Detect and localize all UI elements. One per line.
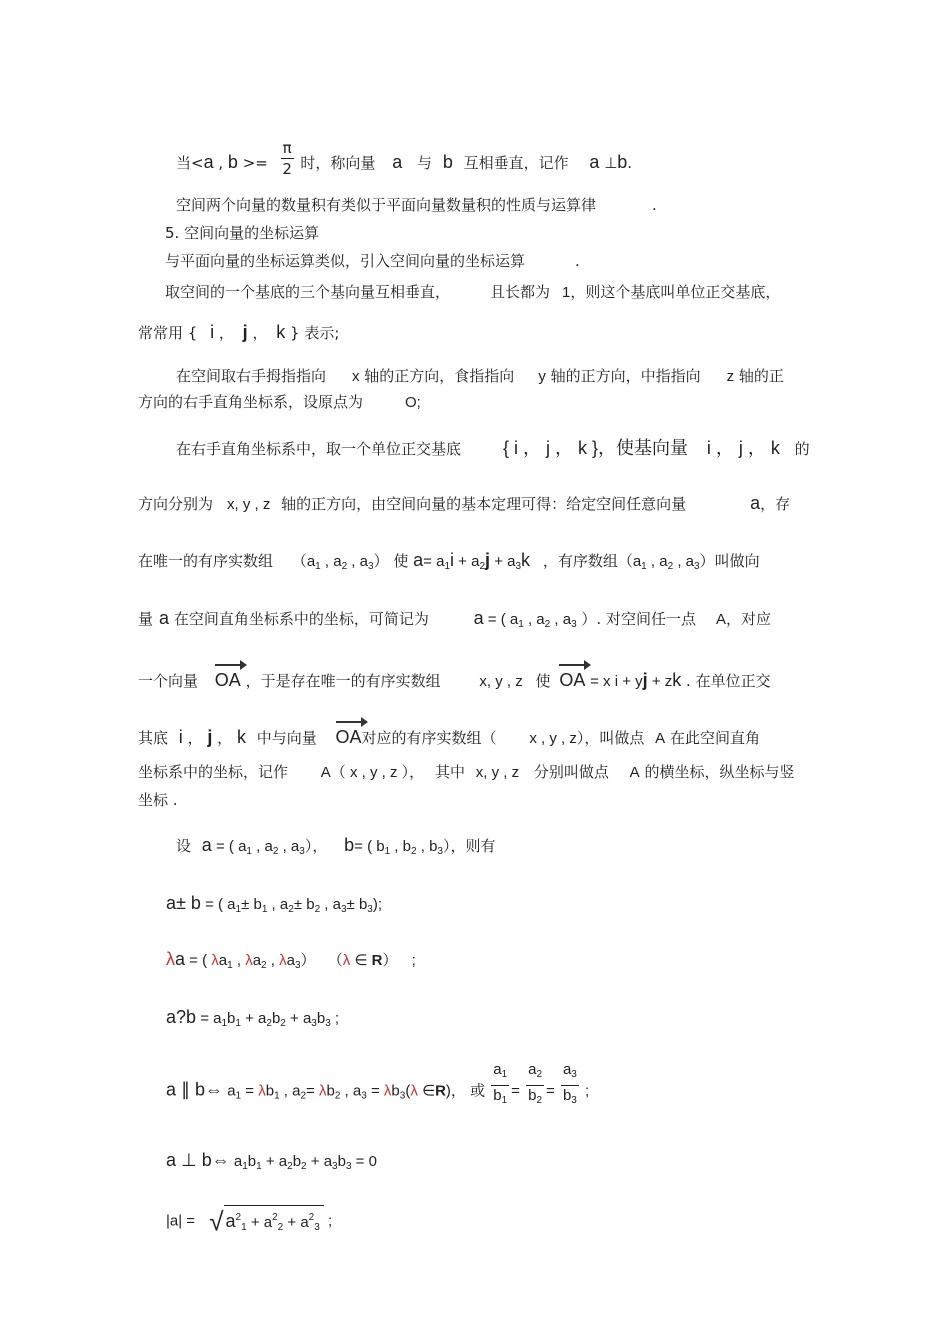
- var-z: z: [726, 368, 735, 385]
- text: 与: [417, 154, 433, 172]
- vars-xyz: x, y , z: [227, 496, 271, 513]
- paragraph-line: [138, 727, 760, 749]
- var-a: a: [750, 493, 761, 513]
- var-x: x: [352, 368, 360, 385]
- text: 与平面向量的坐标运算类似，引入空间向量的坐标运算: [165, 252, 526, 270]
- text: ，于是存在唯一的有序实数组: [245, 672, 441, 690]
- text: 轴的正方向，食指指向: [364, 367, 515, 385]
- formula-scalar: λa = ( $\lambda a_1$ , $\lambda a_2$ , $\lambda a_3$） （λ ∈ R） ;: [166, 949, 416, 971]
- text: 轴的正方向，中指指向: [550, 367, 701, 385]
- coordinate-form: a = ( $a_1$ , $a_2$ , $a_3$: [473, 608, 577, 630]
- vars-xyz: x, y , z: [475, 764, 520, 781]
- denominator: 2: [282, 160, 292, 178]
- text: } 表示;: [290, 324, 340, 342]
- var-a: a: [392, 152, 403, 172]
- basis-vectors: i ， j ， k: [706, 438, 780, 458]
- var-a: a: [203, 152, 214, 172]
- vector-b-def: b= ( $b_1$ , $b_2$ , $b_3$: [344, 835, 443, 857]
- text: 时，称向量: [300, 154, 376, 172]
- text: 当<: [176, 154, 204, 172]
- text: 轴的正: [738, 367, 784, 385]
- text: ，: [182, 729, 203, 747]
- text: 轴的正方向，由空间向量的基本定理可得：给定空间任意向量: [281, 495, 687, 513]
- text: 使: [535, 672, 551, 690]
- text: 其底: [138, 729, 169, 747]
- vector-oa: OA: [559, 670, 586, 690]
- vars-xyz: x , y , z: [529, 730, 577, 747]
- text: 空间两个向量的数量积有类似于平面向量数量积的性质与运算律: [176, 196, 597, 214]
- paragraph-line: [138, 790, 178, 810]
- vector-a-def: a = ( $a_1$ , $a_2$ , $a_3$: [201, 835, 305, 857]
- point-a-coords: A（ x , y , z ），: [320, 764, 425, 781]
- paragraph-line: [138, 670, 771, 692]
- formula-dot-product: a?b = $a_1b_1 + a_2b_2 + a_3b_3$ ;: [166, 1007, 340, 1029]
- paragraph-line: [176, 438, 810, 459]
- paragraph-line: [138, 608, 771, 635]
- basis-k: k: [276, 322, 286, 342]
- perpendicular-definition: [176, 139, 633, 179]
- var-a: a: [589, 152, 600, 172]
- basis-set: { i ， j ， k }，使基向量: [503, 438, 689, 458]
- vars-xyz: x, y , z: [479, 673, 523, 690]
- text: 且长都为: [490, 283, 551, 301]
- text: 互相垂直，记作: [463, 154, 569, 172]
- point-a: A: [629, 764, 640, 781]
- ratio-1: $\frac{a_1}{b_1}$: [493, 1061, 508, 1106]
- paragraph-line: [176, 366, 784, 387]
- basis-i: i: [178, 727, 183, 747]
- paragraph-line: [165, 282, 780, 303]
- pi-over-2-fraction: [281, 138, 294, 179]
- paragraph-line: [138, 550, 760, 577]
- text: 分别叫做点: [533, 763, 609, 781]
- text: ，则这个基底叫单位正交基底，: [570, 283, 781, 301]
- text: 的横坐标，纵坐标与竖: [644, 763, 795, 781]
- numerator: π: [282, 139, 292, 157]
- text: .: [652, 196, 657, 214]
- text: ），叫做点: [576, 729, 645, 747]
- text: .: [627, 154, 633, 172]
- paragraph-line: [138, 322, 339, 343]
- paragraph-line: [176, 195, 657, 215]
- text: 取空间的一个基底的三个基向量互相垂直，: [165, 283, 451, 301]
- tuple: $a_1$ , $a_2$ , $a_3$: [632, 553, 700, 572]
- var-b: b: [617, 152, 628, 172]
- basis-k: k: [236, 727, 246, 747]
- text: .: [575, 252, 580, 270]
- var-b: b: [442, 152, 453, 172]
- text: ）. 对空间任一点: [581, 610, 696, 628]
- basis-i: i: [210, 322, 215, 342]
- text: 其中: [434, 763, 465, 781]
- text: 使: [393, 552, 409, 570]
- text: . 在单位正交: [686, 672, 771, 690]
- tuple: （$a_1$ , $a_2$ , $a_3$）: [291, 553, 389, 572]
- text: 的: [794, 440, 810, 458]
- text: 在空间直角坐标系中的坐标，可简记为: [173, 610, 429, 628]
- number: 1: [562, 284, 571, 301]
- section-heading: [165, 223, 319, 243]
- decomposition: = x i + yj + zk: [590, 670, 682, 690]
- text: 方向分别为: [138, 495, 214, 513]
- text: ，有序数组（: [542, 552, 633, 570]
- var-a: a: [159, 608, 170, 628]
- decomposition: $a= a_1i + a_2j + a_3k$: [413, 550, 531, 572]
- text: >=: [237, 154, 268, 172]
- formula-parallel: a ∥ b⇔ $a_1 = \lambda b_1$ , $a_2= \lambda b_2$ , $a_3 = \lambda b_3(\lambda$ ∈R)， 或 $\frac{a_1}{b_1}$ = $\frac{a_2}{b_2}$ = $\frac{a_3}{b_3}$ ;: [166, 1072, 589, 1111]
- paragraph-line: [138, 493, 790, 515]
- perp-symbol: ⊥: [604, 155, 618, 172]
- formula-magnitude: |a| = √ $a^2_1 + a^2_2 + a^2_3$ ;: [166, 1206, 333, 1237]
- point-a: A: [715, 611, 726, 628]
- ratio-3: $\frac{a_3}{b_3}$: [562, 1061, 577, 1106]
- point-a: A: [655, 730, 666, 747]
- paragraph-line: [165, 251, 580, 271]
- text: ，: [247, 324, 268, 342]
- formula-perpendicular: a ⊥ b⇔ $a_1b_1 + a_2b_2 + a_3b_3 = 0$: [166, 1150, 377, 1172]
- text: 方向的右手直角坐标系，设原点为: [138, 393, 364, 411]
- text: 对应的有序实数组（: [361, 729, 497, 747]
- text: ）叫做向: [699, 552, 760, 570]
- text: 在此空间直角: [669, 729, 760, 747]
- square-root: √ $a^2_1 + a^2_2 + a^2_3$: [209, 1205, 324, 1238]
- text: 常常用 {: [138, 324, 198, 342]
- ratio-2: $\frac{a_2}{b_2}$: [528, 1061, 543, 1106]
- vector-oa: OA: [214, 670, 241, 690]
- text: 在右手直角坐标系中，取一个单位正交基底: [176, 440, 462, 458]
- basis-j: j: [242, 322, 248, 342]
- origin-o: O;: [405, 394, 421, 411]
- formula-setup: [176, 835, 496, 862]
- heading-text: 5. 空间向量的坐标运算: [165, 224, 320, 242]
- text: 坐标 .: [138, 791, 178, 809]
- text: 量: [138, 610, 154, 628]
- text: 在空间取右手拇指指向: [176, 367, 327, 385]
- text: ，: [214, 324, 234, 342]
- vector-oa: OA: [335, 727, 362, 747]
- text: 中与向量: [256, 729, 317, 747]
- text: ），则有: [442, 837, 496, 855]
- basis-j: j: [207, 727, 213, 747]
- paragraph-line: [138, 392, 421, 413]
- text: ，: [212, 729, 233, 747]
- text: ,: [213, 154, 228, 172]
- text: 设: [176, 837, 192, 855]
- text: 在唯一的有序实数组: [138, 552, 274, 570]
- text: ，对应: [725, 610, 771, 628]
- var-b: b: [227, 152, 238, 172]
- text: ，存: [760, 495, 791, 513]
- formula-addition: a± b = ( $a_1\pm b_1$ , $a_2\pm b_2$ , $a_3\pm b_3$);: [166, 893, 383, 915]
- text: 一个向量: [138, 672, 199, 690]
- paragraph-line: [138, 762, 794, 783]
- text: ），: [304, 837, 328, 855]
- var-y: y: [538, 368, 546, 385]
- text: 坐标系中的坐标，记作: [138, 763, 289, 781]
